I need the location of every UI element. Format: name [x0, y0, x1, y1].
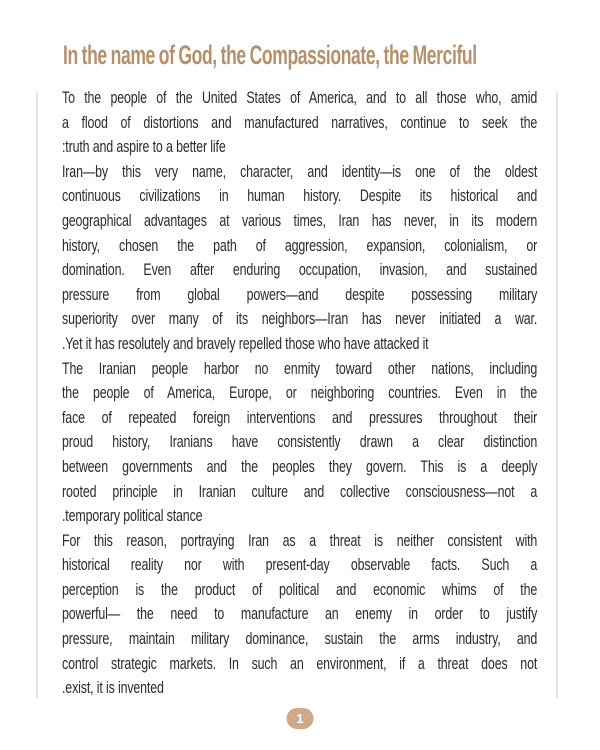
text-line: superiority over many of its neighbors—Iran has never initiated a war.	[62, 309, 538, 329]
page-title: In the name of God, the Compassionate, the Merciful	[63, 40, 477, 70]
right-border-rule	[556, 93, 558, 698]
text-line: between governments and the peoples they govern. This is a deeply	[62, 456, 538, 476]
text-line: To the people of the United States of America, and to all those who, amid	[62, 88, 538, 107]
page-number-badge	[287, 708, 314, 729]
text-line: geographical advantages at various times, Iran has never, in its modern	[62, 210, 538, 230]
paragraph	[62, 529, 537, 701]
text-line: face of repeated foreign interventions and pressures throughout their	[62, 407, 538, 427]
text-line: .exist, it is invented	[62, 678, 164, 698]
text-line: rooted principle in Iranian culture and collective consciousness—not a	[62, 481, 538, 501]
text-line: the people of America, Europe, or neighboring countries. Even in the	[62, 383, 538, 403]
text-line: For this reason, portraying Iran as a threat is neither consistent with	[62, 530, 538, 550]
text-line: The Iranian people harbor no enmity toward other nations, including	[62, 358, 538, 378]
left-border-rule	[36, 93, 38, 698]
text-line: .Yet it has resolutely and bravely repelled those who have attacked it	[62, 333, 429, 353]
text-line: continuous civilizations in human history. Despite its historical and	[62, 186, 538, 206]
text-line: perception is the product of political and economic whims of the	[62, 579, 538, 599]
text-line: powerful— the need to manufacture an enemy in order to justify	[62, 604, 538, 624]
text-line: proud history, Iranians have consistently drawn a clear distinction	[62, 432, 538, 452]
text-line: history, chosen the path of aggression, expansion, colonialism, or	[62, 235, 538, 255]
text-line: .temporary political stance	[62, 506, 203, 526]
body-text	[62, 86, 537, 701]
page-number: 1	[296, 711, 304, 726]
text-line: :truth and aspire to a better life	[62, 137, 226, 157]
paragraph	[62, 160, 537, 357]
text-line: domination. Even after enduring occupation, invasion, and sustained	[62, 260, 538, 280]
text-line: control strategic markets. In such an environment, if a threat does not	[62, 653, 538, 673]
text-line: Iran—by this very name, character, and identity—is one of the oldest	[62, 161, 538, 181]
text-line: historical reality nor with present-day observable facts. Such a	[62, 555, 538, 575]
text-line: a flood of distortions and manufactured narratives, continue to seek the	[62, 112, 538, 132]
text-line: pressure, maintain military dominance, sustain the arms industry, and	[62, 629, 538, 649]
text-line: pressure from global powers—and despite possessing military	[62, 284, 538, 304]
paragraph	[62, 357, 537, 529]
paragraph	[62, 86, 537, 160]
